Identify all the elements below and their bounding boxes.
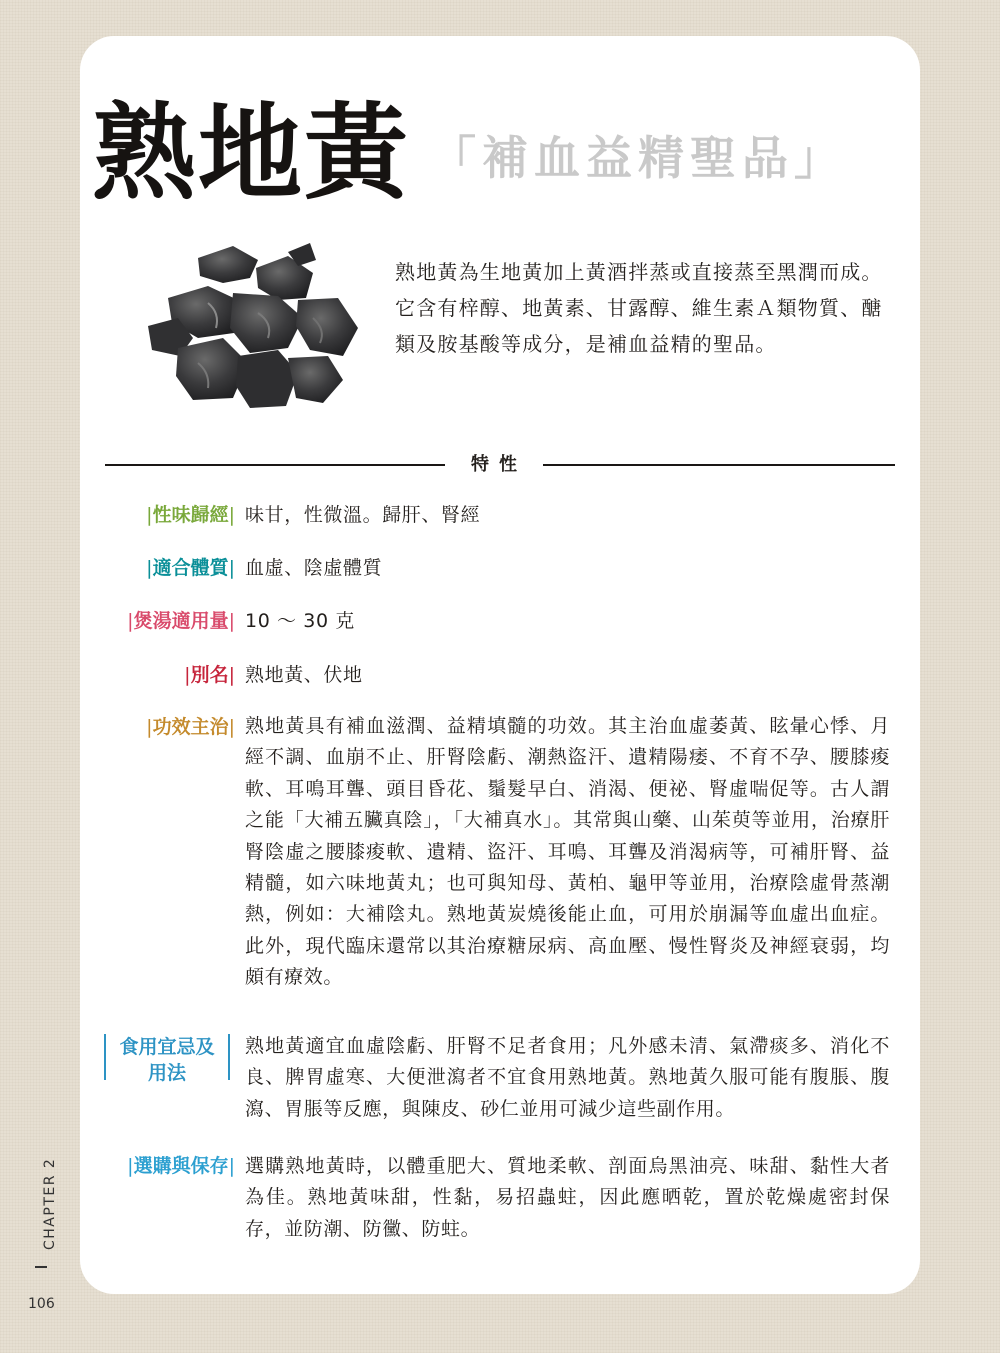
intro-text: 熟地黃為生地黃加上黃酒拌蒸或直接蒸至黑潤而成。它含有梓醇、地黃素、甘露醇、維生素Ａ類物質、醣類及胺基酸等成分，是補血益精的聖品。 [395,260,883,356]
property-value: 10 ～ 30 克 [245,610,355,632]
label-bar-left [104,1034,106,1080]
page-subtitle: 「補血益精聖品」 [430,131,846,185]
property-label: |別名| [184,664,235,686]
chapter-divider [35,1266,47,1268]
herb-image [138,238,368,418]
section-label: 特性 [471,454,527,475]
section-divider [105,450,895,480]
label-line2: 用法 [147,1062,186,1084]
property-value: 血虛、陰虛體質 [245,557,383,579]
label-line1: 食用宜忌及 [119,1036,215,1058]
chapter-label: CHAPTER 2 [42,1157,58,1250]
page-title: 熟地黃 [92,91,411,214]
divider-line-right [543,464,895,466]
property-value: 選購熟地黃時，以體重肥大、質地柔軟、剖面烏黑油亮、味甜、黏性大者為佳。熟地黃味甜，性黏，易招蟲蛀，因此應晒乾，置於乾燥處密封保存，並防潮、防黴、防蛀。 [245,1155,890,1240]
property-label: |性味歸經| [146,504,235,526]
property-value: 熟地黃具有補血滋潤、益精填髓的功效。其主治血虛萎黃、眩暈心悸、月經不調、血崩不止、肝腎陰虧、潮熱盜汗、遺精陽痿、不育不孕、腰膝痠軟、耳鳴耳聾、頭目昏花、鬚髮早白、消渴、便祕、腎虛喘促等。古人謂之能「大補五臟真陰」，「大補真水」。其常與山藥、山茱萸等並用，治療肝腎陰虛之腰膝痠軟、遺精、盜汗、耳鳴、耳聾及消渴病等，可補肝腎、益精髓，如六味地黃丸；也可與知母、黃柏、龜甲等並用，治療陰虛骨蒸潮熱，例如：大補陰丸。熟地黃炭燒後能止血，可用於崩漏等血虛出血症。此外，現代臨床還常以其治療糖尿病、高血壓、慢性腎炎及神經衰弱，均頗有療效。 [245,715,890,989]
property-label: |適合體質| [146,557,235,579]
property-value: 熟地黃適宜血虛陰虧、肝腎不足者食用；凡外感未清、氣滯痰多、消化不良、脾胃虛寒、大便泄瀉者不宜食用熟地黃。熟地黃久服可能有腹脹、腹瀉、胃脹等反應，與陳皮、砂仁並用可減少這些副作用。 [245,1035,890,1120]
property-value: 味甘，性微溫。歸肝、腎經 [245,504,481,526]
page-number: 106 [28,1296,55,1312]
label-bar-right [228,1034,230,1080]
property-value: 熟地黃、伏地 [245,664,363,686]
divider-line-left [105,464,445,466]
property-label: |選購與保存| [127,1155,235,1177]
property-label: |功效主治| [146,716,235,738]
property-label: |煲湯適用量| [127,610,235,632]
